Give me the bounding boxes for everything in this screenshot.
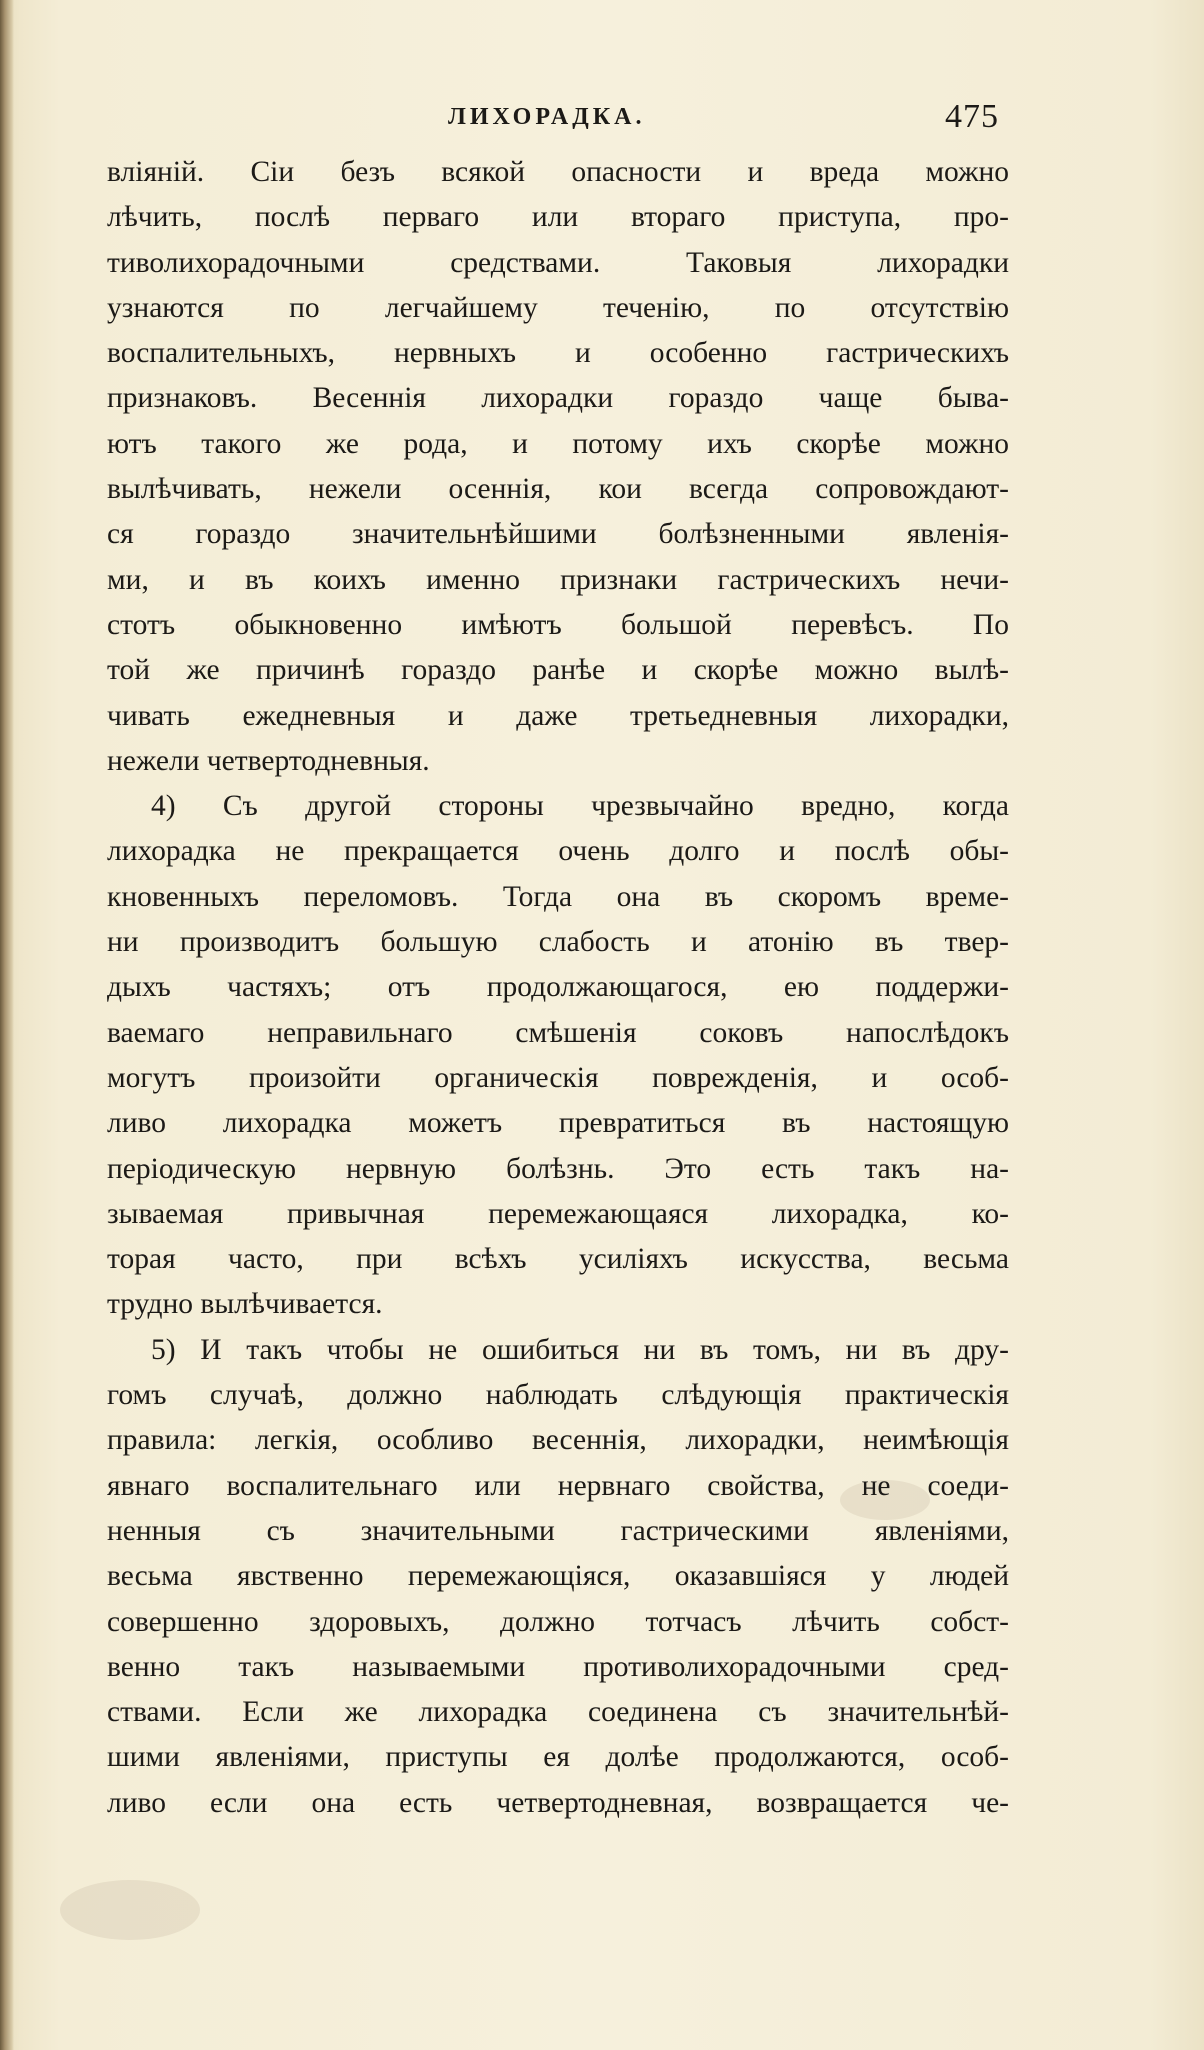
text-line: весьма явственно перемежающiяся, оказавшiяся у людей [107, 1560, 1009, 1593]
paper-stain [60, 1880, 200, 1940]
text-line: чивать ежедневныя и даже третьедневныя лихорадки, [107, 699, 1009, 732]
paragraph-continued [107, 150, 1009, 784]
text-line: ся гораздо значительнѣйшими болѣзненными явленiя- [107, 518, 1009, 551]
text-line: трудно вылѣчивается. [107, 1288, 383, 1321]
text-line: торая часто, при всѣхъ усилiяхъ искусства, весьма [107, 1243, 1009, 1276]
text-line: перiодическую нервную болѣзнь. Это есть такъ на- [107, 1152, 1009, 1185]
text-line: узнаются по легчайшему теченiю, по отсутствiю [107, 291, 1009, 324]
text-line: могутъ произойти органическiя поврежденiя, и особ- [107, 1061, 1009, 1094]
text-line: ютъ такого же рода, и потому ихъ скорѣе можно [107, 427, 1009, 460]
text-line: правила: легкiя, особливо весеннiя, лихорадки, неимѣющiя [107, 1424, 1009, 1457]
text-line: вылѣчивать, нежели осеннiя, кои всегда сопровождают- [107, 473, 1009, 506]
text-line: венно такъ называемыми противолихорадочными сред- [107, 1650, 1009, 1683]
text-line: стотъ обыкновенно имѣютъ большой перевѣсъ. По [107, 608, 1009, 641]
text-line: признаковъ. Весеннiя лихорадки гораздо чаще быва- [107, 382, 1009, 415]
text-line: влiянiй. Сiи безъ всякой опасности и вреда можно [107, 156, 1009, 188]
body-text [107, 150, 1009, 1826]
text-line: нежели четвертодневныя. [107, 744, 430, 777]
paragraph-5 [107, 1328, 1009, 1826]
text-line: той же причинѣ гораздо ранѣе и скорѣе можно вылѣ- [107, 654, 1009, 687]
text-line: ваемаго неправильнаго смѣшенiя соковъ напослѣдокъ [107, 1016, 1009, 1049]
text-line: совершенно здоровыхъ, должно тотчасъ лѣчить собст- [107, 1605, 1009, 1638]
text-line: зываемая привычная перемежающаяся лихорадка, ко- [107, 1197, 1009, 1230]
text-line: лихорадка не прекращается очень долго и послѣ обы- [107, 835, 1009, 868]
text-line: тиволихорадочными средствами. Таковыя лихорадки [107, 246, 1009, 279]
text-line: ненныя съ значительными гастрическими явленiями, [107, 1514, 1009, 1547]
text-line: явнаго воспалительнаго или нервнаго свойства, не соеди- [107, 1469, 1009, 1502]
page-number: 475 [945, 98, 999, 135]
paragraph-4 [107, 784, 1009, 1328]
text-line: 5) И такъ чтобы не ошибиться ни въ томъ, ни въ дру- [151, 1333, 1009, 1366]
running-title: ЛИХОРАДКА. [448, 104, 646, 130]
text-line: ми, и въ коихъ именно признаки гастрическихъ нечи- [107, 563, 1009, 596]
text-line: 4) Съ другой стороны чрезвычайно вредно, когда [151, 790, 1009, 823]
text-line: кновенныхъ переломовъ. Тогда она въ скоромъ време- [107, 880, 1009, 913]
text-line: дыхъ частяхъ; отъ продолжающагося, ею поддержи- [107, 971, 1009, 1004]
text-line: ни производитъ большую слабость и атонiю въ твер- [107, 926, 1009, 959]
text-line: шими явленiями, приступы ея долѣе продолжаются, особ- [107, 1741, 1009, 1774]
page-binding-edge [0, 0, 14, 2050]
running-head [0, 98, 1204, 142]
text-line: воспалительныхъ, нервныхъ и особенно гастрическихъ [107, 337, 1009, 370]
text-line: ливо лихорадка можетъ превратиться въ настоящую [107, 1107, 1009, 1140]
text-line: ливо если она есть четвертодневная, возвращается че- [107, 1786, 1009, 1819]
text-line: гомъ случаѣ, должно наблюдать слѣдующiя практическiя [107, 1379, 1009, 1412]
text-line: лѣчить, послѣ перваго или втораго приступа, про- [107, 201, 1009, 234]
text-line: ствами. Если же лихорадка соединена съ значительнѣй- [107, 1696, 1009, 1729]
